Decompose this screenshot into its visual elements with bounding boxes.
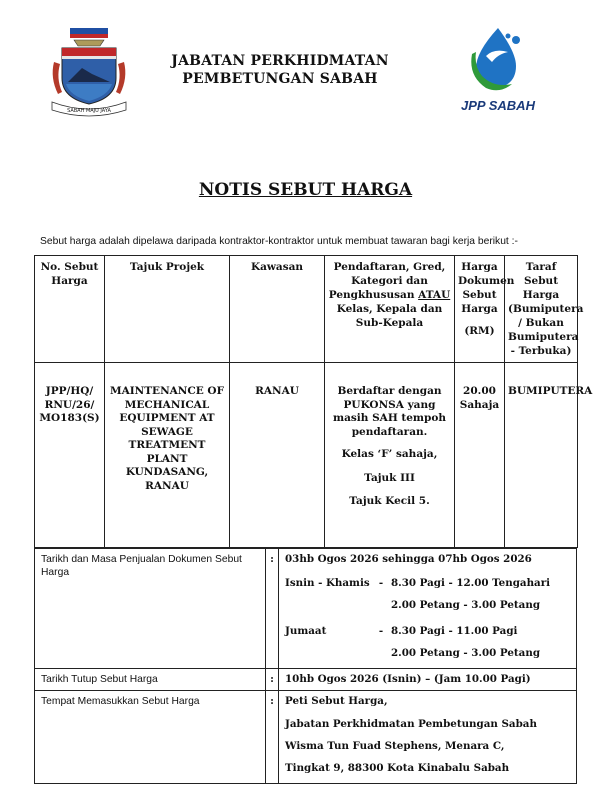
tempat-value (279, 691, 577, 784)
sched-dash: - (378, 624, 384, 637)
daftar-tajuk: Tajuk III (364, 471, 415, 484)
cell-kawasan: RANAU (230, 363, 325, 548)
sched-day-2-time-2: 2.00 Petang - 3.00 Petang (391, 646, 541, 659)
header-tajuk-projek: Tajuk Projek (105, 256, 230, 363)
tempat-line-2: Jabatan Perkhidmatan Pembetungan Sabah (285, 718, 537, 730)
info-row-tutup (35, 669, 577, 691)
info-row-tempat (35, 691, 577, 784)
cell-tajuk-projek: MAINTENANCE OF MECHANICAL EQUIPMENT AT SEWAGE TREATMENT PLANT KUNDASANG, RANAU (105, 363, 230, 548)
sched-day-2: Jumaat (285, 624, 327, 637)
info-table (34, 548, 577, 784)
jpp-sabah-logo-text: JPP SABAH (461, 98, 535, 113)
cell-taraf: BUMIPUTERA (505, 363, 578, 548)
header-pendaftaran (325, 256, 455, 363)
tempat-line-1: Peti Sebut Harga, (285, 695, 388, 707)
header-harga-dokumen (455, 256, 515, 363)
colon: : (266, 669, 279, 691)
table-row (35, 363, 578, 548)
sched-day-1-time-2: 2.00 Petang - 3.00 Petang (391, 598, 541, 611)
tempat-line-3: Wisma Tun Fuad Stephens, Menara C, (285, 740, 505, 752)
department-name (150, 52, 410, 88)
header-pendaftaran-part-a: Pendaftaran, Gred, Kategori dan Pengkhususan (328, 261, 446, 301)
header-harga-label: Harga Dokumen Sebut Harga (458, 261, 515, 315)
sabah-crest-logo (48, 22, 130, 118)
cell-no-sebut-harga: JPP/HQ/ RNU/26/ MO183(S) (35, 363, 105, 548)
daftar-post: yang masih SAH tempoh pendaftaran. (332, 398, 447, 438)
header-taraf-sebut-harga: Taraf Sebut Harga (Bumiputera / Bukan Bumiputera - Terbuka) (505, 256, 578, 363)
jpp-sabah-drop-logo (464, 26, 528, 92)
daftar-kelas: Kelas ‘F’ sahaja, (341, 448, 438, 460)
cell-harga-dokumen: 20.00 Sahaja (455, 363, 505, 548)
department-line-2: PEMBETUNGAN SABAH (182, 71, 378, 87)
department-line-1: JABATAN PERKHIDMATAN (171, 53, 389, 69)
sched-dash: - (378, 576, 384, 589)
sched-day-1: Isnin - Khamis (285, 576, 370, 589)
crest-motto: SABAH MAJU JAYA (67, 108, 111, 114)
header-kawasan: Kawasan (230, 256, 325, 363)
notice-title: NOTIS SEBUT HARGA (198, 180, 413, 200)
tutup-label: Tarikh Tutup Sebut Harga (35, 669, 266, 691)
cell-pendaftaran (325, 363, 455, 548)
tender-table (34, 255, 593, 548)
colon: : (266, 549, 279, 669)
tempat-label: Tempat Memasukkan Sebut Harga (35, 691, 266, 784)
jualan-value (279, 549, 577, 669)
jualan-dates: 03hb Ogos 2026 sehingga 07hb Ogos 2026 (285, 553, 532, 565)
jualan-schedule (285, 572, 570, 664)
header-pendaftaran-atau: ATAU (418, 289, 451, 301)
header-harga-unit: (RM) (464, 325, 495, 337)
colon: : (266, 691, 279, 784)
header-no-sebut-harga: No. Sebut Harga (35, 256, 105, 363)
intro-text: Sebut harga adalah dipelawa daripada kontraktor-kontraktor untuk membuat tawaran bagi kerja berikut :- (40, 236, 518, 247)
info-row-jualan (35, 549, 577, 669)
tender-table-header-row (35, 256, 578, 363)
daftar-body: PUKONSA (343, 398, 404, 411)
daftar-tajuk-kecil: Tajuk Kecil 5. (349, 495, 430, 507)
header-pendaftaran-part-b: Kelas, Kepala dan Sub-Kepala (336, 303, 443, 329)
tutup-value: 10hb Ogos 2026 (Isnin) – (Jam 10.00 Pagi) (279, 669, 577, 691)
jualan-label: Tarikh dan Masa Penjualan Dokumen Sebut Harga (35, 549, 266, 669)
tempat-line-4: Tingkat 9, 88300 Kota Kinabalu Sabah (285, 762, 510, 774)
sched-day-1-time-1: 8.30 Pagi - 12.00 Tengahari (391, 576, 551, 589)
sched-day-2-time-1: 8.30 Pagi - 11.00 Pagi (391, 624, 518, 637)
daftar-pre: Berdaftar dengan (337, 385, 442, 397)
